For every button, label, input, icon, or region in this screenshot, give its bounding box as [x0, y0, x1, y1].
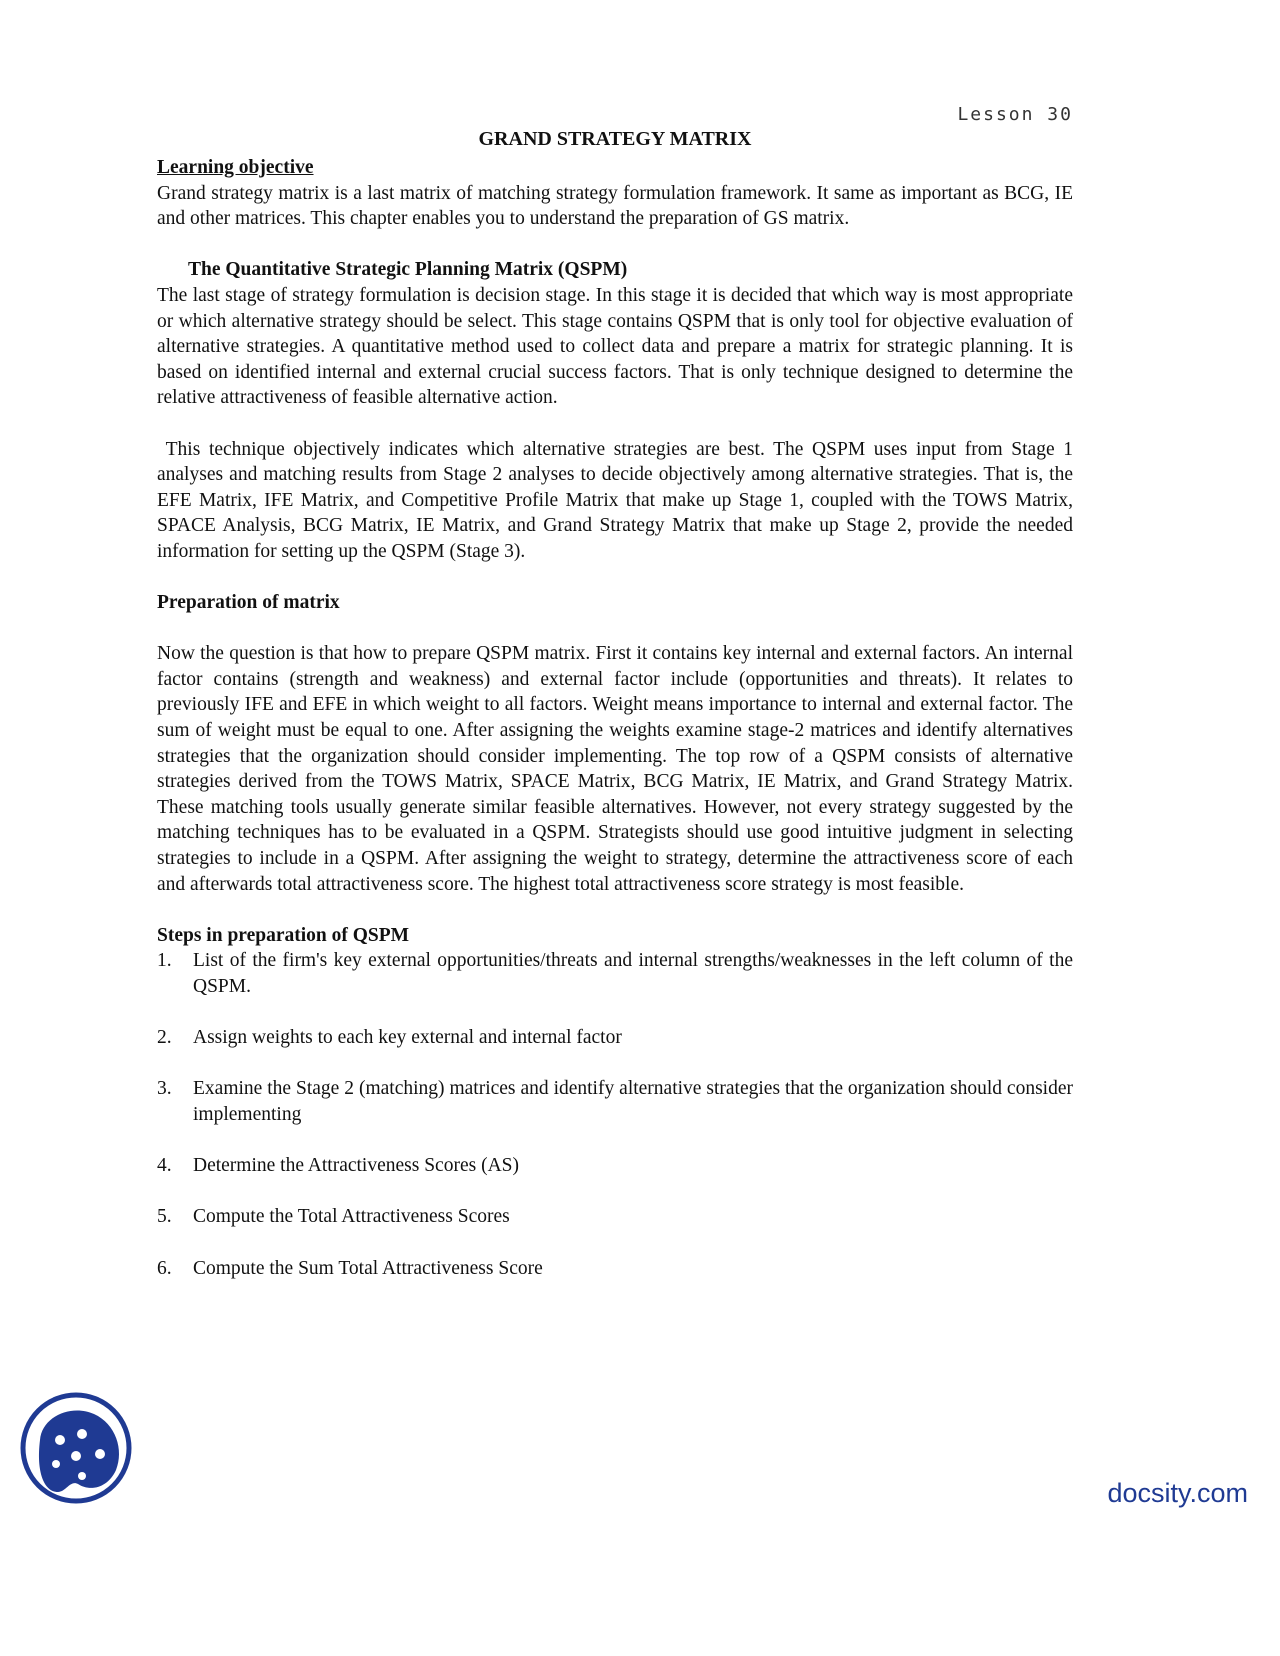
steps-heading: Steps in preparation of QSPM: [157, 924, 410, 946]
steps-list: [157, 948, 1073, 1281]
list-item: [157, 1025, 1073, 1051]
preparation-text: Now the question is that how to prepare QSPM matrix. First it contains key internal and external factors. An internal factor contains (strength and weakness) and external factor include (opportunities and threats). It relates to previously IFE and EFE in which weight to all factors. Weight means importance to internal and external factor. The sum of weight must be equal to one. After assigning the weights examine stage-2 matrices and identify alternatives strategies that the organization should consider implementing. The top row of a QSPM consists of alternative strategies derived from the TOWS Matrix, SPACE Matrix, BCG Matrix, IE Matrix, and Grand Strategy Matrix. These matching tools usually generate similar feasible alternatives. However, not every strategy suggested by the matching techniques has to be evaluated in a QSPM. Strategists should use good intuitive judgment in selecting strategies to include in a QSPM. After assigning the weight to strategy, determine the attractiveness score of each and afterwards total attractiveness score. The highest total attractiveness score strategy is most feasible.: [157, 643, 1073, 895]
step-number: 1.: [157, 950, 172, 972]
step-text: Assign weights to each key external and internal factor: [193, 1027, 622, 1049]
step-text: Compute the Total Attractiveness Scores: [193, 1206, 510, 1228]
step-number: 4.: [157, 1155, 172, 1177]
qspm-paragraph-2: This technique objectively indicates which alternative strategies are best. The QSPM uses input from Stage 1 analyses and matching results from Stage 2 analyses to decide objectively among alternative strategies. That is, the EFE Matrix, IFE Matrix, and Competitive Profile Matrix that make up Stage 1, coupled with the TOWS Matrix, SPACE Analysis, BCG Matrix, IE Matrix, and Grand Strategy Matrix that make up Stage 2, provide the needed information for setting up the QSPM (Stage 3).: [157, 438, 1078, 562]
step-number: 6.: [157, 1257, 172, 1279]
step-text: Determine the Attractiveness Scores (AS): [193, 1155, 519, 1177]
step-text: List of the firm's key external opportunities/threats and internal strengths/weaknesses in the left column of the QSPM.: [193, 950, 1073, 997]
page-title: GRAND STRATEGY MATRIX: [478, 128, 752, 150]
list-item: [157, 1076, 1073, 1127]
list-item: [157, 1153, 1073, 1179]
document-content: [157, 126, 1078, 1281]
learning-objective-heading: Learning objective: [157, 157, 314, 178]
docsity-logo-icon[interactable]: [20, 1392, 132, 1504]
preparation-heading: Preparation of matrix: [157, 592, 340, 614]
step-text: Examine the Stage 2 (matching) matrices and identify alternative strategies that the organization should consider implementing: [193, 1078, 1073, 1125]
list-item: [157, 948, 1073, 999]
step-text: Compute the Sum Total Attractiveness Score: [193, 1257, 543, 1279]
lesson-label: Lesson 30: [957, 104, 1073, 125]
list-item: [157, 1256, 1073, 1282]
list-item: [157, 1204, 1073, 1230]
step-number: 3.: [157, 1078, 172, 1100]
qspm-paragraph-1: The last stage of strategy formulation is decision stage. In this stage it is decided that which way is most appropriate or which alternative strategy should be select. This stage contains QSPM that is only tool for objective evaluation of alternative strategies. A quantitative method used to collect data and prepare a matrix for strategic planning. It is based on identified internal and external crucial success factors. That is only technique designed to determine the relative attractiveness of feasible alternative action.: [157, 284, 1073, 409]
step-number: 5.: [157, 1206, 172, 1228]
qspm-heading: The Quantitative Strategic Planning Matrix (QSPM): [188, 259, 628, 281]
step-number: 2.: [157, 1027, 172, 1049]
docsity-brand-link[interactable]: docsity.com: [1107, 1478, 1248, 1508]
learning-objective-text: Grand strategy matrix is a last matrix of matching strategy formulation framework. It same as important as BCG, IE and other matrices. This chapter enables you to understand the preparation of GS matrix.: [157, 182, 1073, 230]
